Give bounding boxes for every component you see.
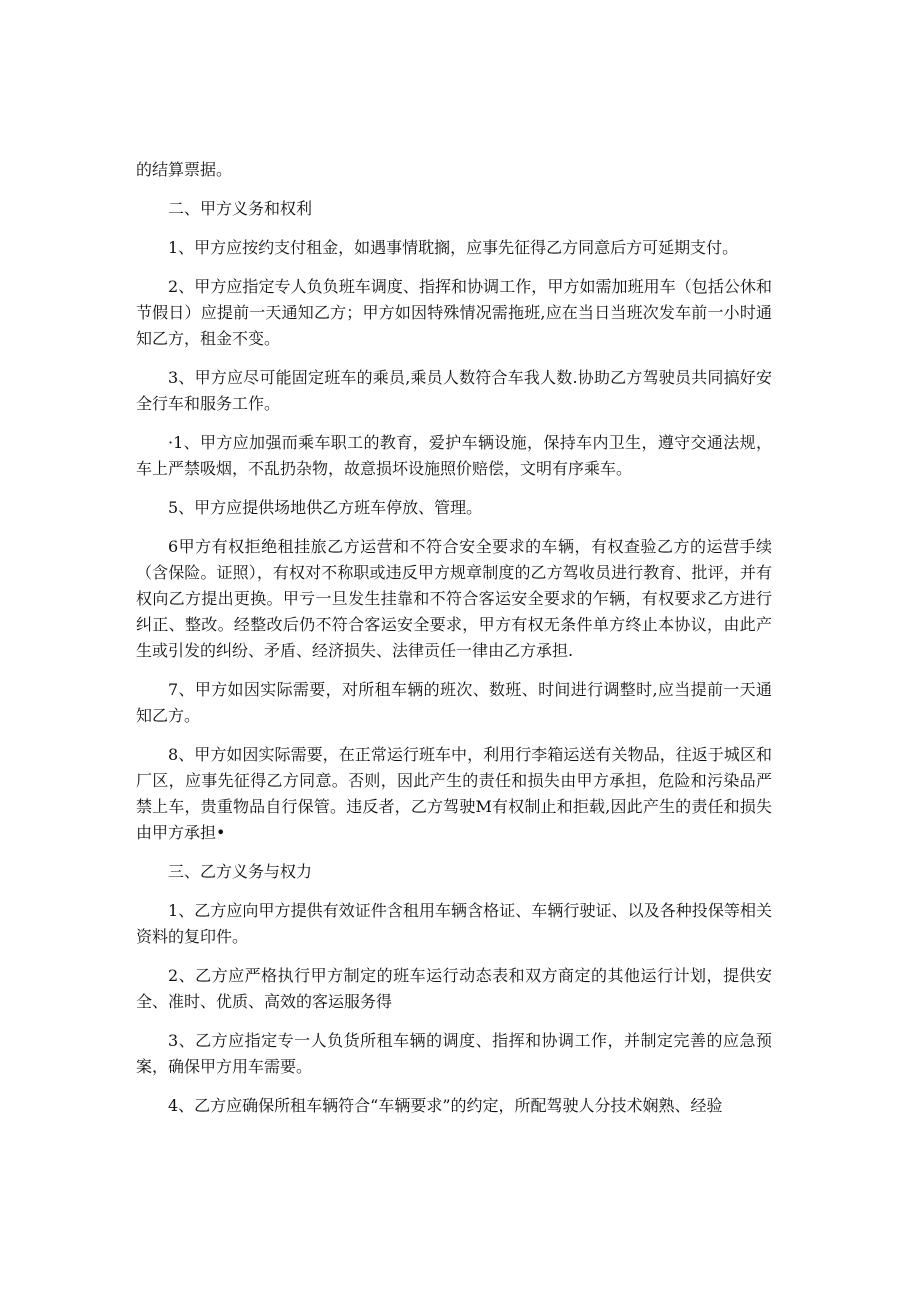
paragraph-a-6: 6甲方有权拒绝租挂旅乙方运营和不符合安全要求的车辆，有权查验乙方的运营手续（含保险。证照），有权对不称职或违反甲方规章制度的乙方驾收员进行教育、批评，并有权向乙方提出更换。甲亏一旦发生挂靠和不符合客运安全要求的乍辆，有权要求乙方进行纠正、整改。经整改后仍不符合客运安全要求，甲方有权无条件单方终止本协议，由此产生或引发的纠纷、矛盾、经济损失、法律贡任一律由乙方承担. [136, 537, 772, 660]
paragraph-a-4: ·1、甲方应加强而乘车职工的教育，爱护车辆设施，保持车内卫生，遵守交通法规，车上严禁吸烟，不乱扔杂物，故意损坏设施照价赔偿，文明有序乘车。 [136, 433, 772, 478]
paragraph-a-5: 5、甲方应提供场地供乙方班车停放、管理。 [168, 498, 483, 517]
paragraph-b-2: 2、乙方应严格执行甲方制定的班车运行动态表和双方商定的其他运行计划，提供安全、准时、优质、高效的客运服务得 [136, 966, 772, 1011]
paragraph-a-8: 8、甲方如因实际需要，在正常运行班车中，利用行李箱运送有关物品，往返于城区和厂区，应事先征得乙方同意。否则，因此产生的责任和损失由甲方承担，危险和污染品严禁上车，贵重物品自行保管。违反者，乙方驾驶M有权制止和拒载,因此产生的责任和损失由甲方承担• [136, 745, 772, 842]
paragraph-settlement-receipt: 的结算票据。 [136, 160, 233, 179]
paragraph-a-3: 3、甲方应尽可能固定班车的乘员,乘员人数符合车我人数.协助乙方驾驶员共同搞好安全行车和服务工作。 [136, 368, 772, 413]
section-heading-party-b: 三、乙方义务与权力 [168, 862, 313, 881]
paragraph-a-2: 2、甲方应指定专人负负班车调度、指挥和协调工作，甲方如需加班用车（包括公休和节假日）应提前一天通知乙方；甲方如因特殊情况需拖班,应在当日当班次发车前一小时通知乙方，租金不变。 [136, 277, 772, 348]
paragraph-b-4: 4、乙方应确保所租车辆符合“车辆要求”的约定，所配驾驶人分技术娴熟、经验 [168, 1096, 723, 1115]
paragraph-a-1: 1、甲方应按约支付租金，如遇事情耽搁，应事先征得乙方同意后方可延期支付。 [168, 238, 739, 257]
paragraph-b-3: 3、乙方应指定专一人负货所租车辆的调度、指挥和协调工作，并制定完善的应急预案，确保甲方用车需要。 [136, 1031, 772, 1076]
paragraph-b-1: 1、乙方应向甲方提供有效证件含租用车辆含格证、车辆行驶证、以及各种投保等相关资料的复印件。 [136, 901, 772, 946]
paragraph-a-7: 7、甲方如因实际需要，对所租车辆的班次、数班、时间进行调整时,应当提前一天通知乙方。 [136, 680, 772, 725]
section-heading-party-a: 二、甲方义务和权利 [168, 199, 313, 218]
document-body [136, 157, 772, 1132]
